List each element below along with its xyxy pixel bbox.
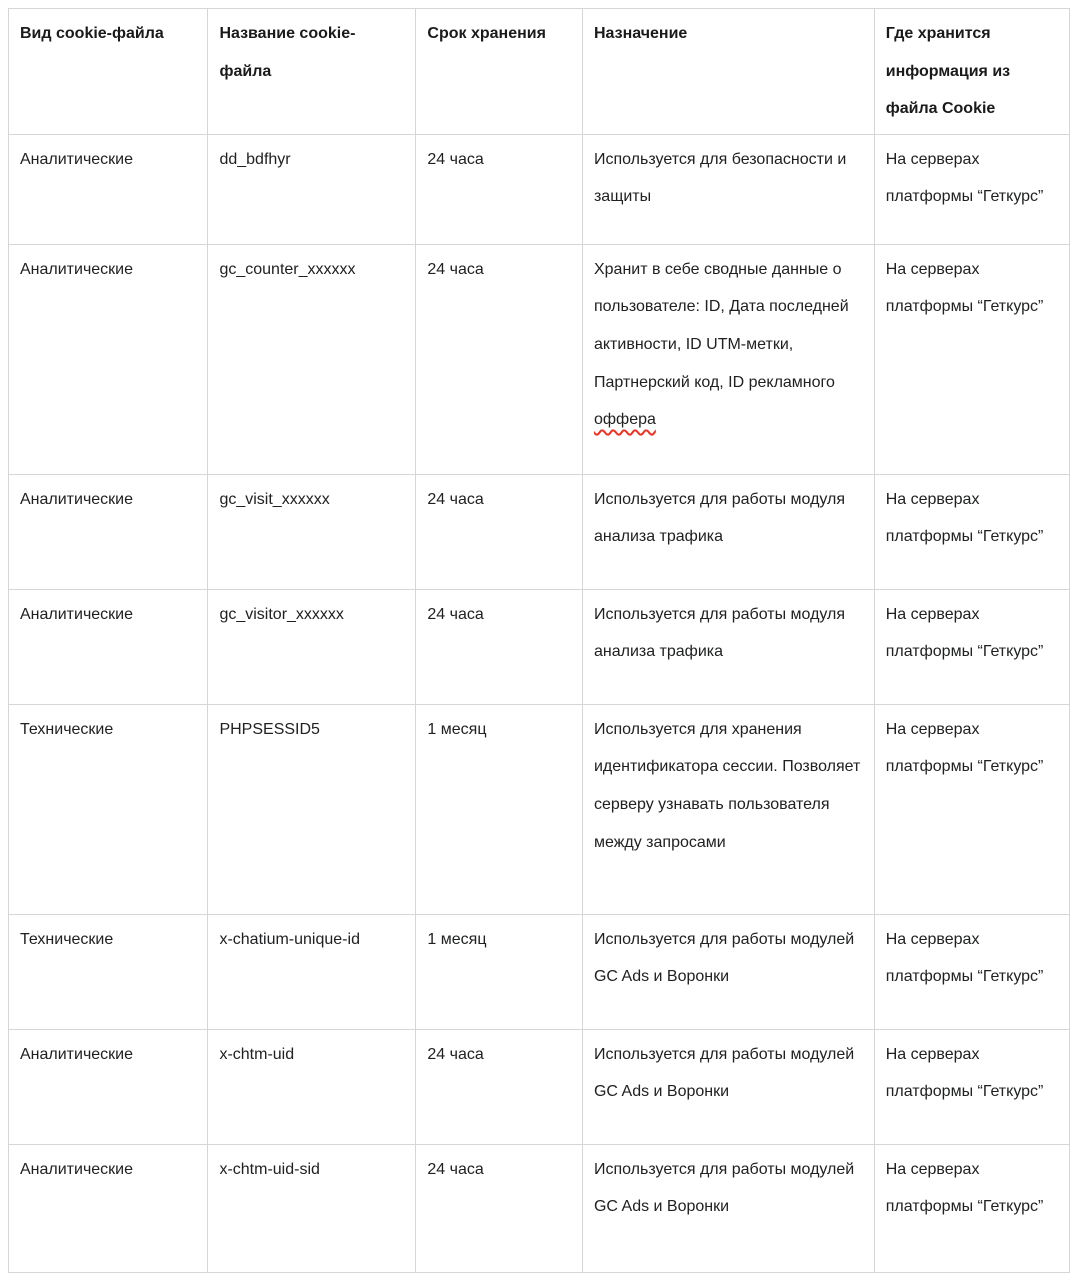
column-header-cookie-name	[208, 9, 416, 135]
purpose-value: Используется для хранения идентификатора сессии. Позволяет серверу узнавать пользователя между запросами	[593, 720, 861, 851]
cell-storage	[874, 589, 1069, 704]
cell-purpose	[582, 134, 874, 244]
cell-storage	[874, 914, 1069, 1029]
cell-cookie-type	[9, 914, 208, 1029]
cookie-type-value: Аналитические	[20, 150, 134, 168]
table-row	[9, 704, 1070, 914]
cell-purpose	[582, 914, 874, 1029]
cell-storage	[874, 1144, 1069, 1272]
cell-storage	[874, 1029, 1069, 1144]
table-row	[9, 474, 1070, 589]
column-header-duration	[416, 9, 583, 135]
cell-purpose	[582, 704, 874, 914]
cell-cookie-name	[208, 704, 416, 914]
cell-cookie-type	[9, 1144, 208, 1272]
cookie-name-value: PHPSESSID5	[219, 720, 320, 738]
cell-cookie-type	[9, 704, 208, 914]
column-header-label: Название cookie-файла	[219, 25, 356, 80]
cell-duration	[416, 704, 583, 914]
table-header-row	[9, 9, 1070, 135]
cookie-type-value: Технические	[20, 720, 114, 738]
cell-purpose	[582, 1029, 874, 1144]
cell-duration	[416, 1029, 583, 1144]
cell-storage	[874, 474, 1069, 589]
purpose-misspelled-word: оффера	[593, 411, 656, 429]
cell-duration	[416, 134, 583, 244]
cookie-type-value: Технические	[20, 930, 114, 948]
cookie-name-value: dd_bdfhyr	[219, 150, 291, 168]
cookie-name-value: gc_visit_xxxxxx	[219, 490, 330, 508]
cell-storage	[874, 704, 1069, 914]
cookie-type-value: Аналитические	[20, 260, 134, 278]
storage-value: На серверах платформы “Геткурс”	[885, 490, 1044, 546]
cookie-type-value: Аналитические	[20, 605, 134, 623]
cell-cookie-name	[208, 914, 416, 1029]
column-header-label: Вид cookie-файла	[20, 25, 164, 42]
cell-cookie-name	[208, 244, 416, 474]
storage-value: На серверах платформы “Геткурс”	[885, 720, 1044, 776]
cell-cookie-type	[9, 1029, 208, 1144]
duration-value: 24 часа	[427, 490, 484, 508]
column-header-storage	[874, 9, 1069, 135]
cell-duration	[416, 474, 583, 589]
cell-cookie-name	[208, 134, 416, 244]
column-header-label: Назначение	[593, 25, 688, 42]
cell-purpose	[582, 474, 874, 589]
cookie-name-value: gc_visitor_xxxxxx	[219, 605, 344, 623]
cell-cookie-name	[208, 589, 416, 704]
table-row	[9, 1029, 1070, 1144]
table-row	[9, 244, 1070, 474]
cell-duration	[416, 244, 583, 474]
cell-cookie-type	[9, 474, 208, 589]
duration-value: 24 часа	[427, 1045, 484, 1063]
duration-value: 24 часа	[427, 605, 484, 623]
purpose-value: Используется для работы модуля анализа трафика	[593, 490, 846, 546]
purpose-value: Используется для работы модулей GC Ads и Воронки	[593, 930, 855, 986]
duration-value: 24 часа	[427, 150, 484, 168]
purpose-value: Используется для работы модуля анализа трафика	[593, 605, 846, 661]
purpose-value: Хранит в себе сводные данные о пользователе: ID, Дата последней активности, ID UTM-метки, Партнерский код, ID рекламного	[593, 260, 849, 391]
storage-value: На серверах платформы “Геткурс”	[885, 150, 1044, 206]
cookie-type-value: Аналитические	[20, 1045, 134, 1063]
storage-value: На серверах платформы “Геткурс”	[885, 930, 1044, 986]
cell-cookie-type	[9, 589, 208, 704]
cell-cookie-type	[9, 244, 208, 474]
purpose-value: Используется для работы модулей GC Ads и Воронки	[593, 1160, 855, 1216]
cookie-name-value: gc_counter_xxxxxx	[219, 260, 356, 278]
cell-purpose	[582, 1144, 874, 1272]
storage-value: На серверах платформы “Геткурс”	[885, 260, 1044, 316]
column-header-purpose	[582, 9, 874, 135]
duration-value: 1 месяц	[427, 930, 487, 948]
cell-purpose	[582, 589, 874, 704]
cell-cookie-type	[9, 134, 208, 244]
duration-value: 24 часа	[427, 260, 484, 278]
storage-value: На серверах платформы “Геткурс”	[885, 1160, 1044, 1216]
table-row	[9, 134, 1070, 244]
cell-cookie-name	[208, 1029, 416, 1144]
cookie-type-value: Аналитические	[20, 1160, 134, 1178]
column-header-label: Срок хранения	[427, 25, 546, 42]
cookies-table	[8, 8, 1070, 1273]
cell-storage	[874, 134, 1069, 244]
table-row	[9, 914, 1070, 1029]
column-header-label: Где хранится информация из файла Cookie	[885, 25, 1011, 118]
cookie-name-value: x-chatium-unique-id	[219, 930, 360, 948]
cookie-name-value: x-chtm-uid-sid	[219, 1160, 320, 1178]
cell-cookie-name	[208, 1144, 416, 1272]
cell-duration	[416, 589, 583, 704]
cookie-type-value: Аналитические	[20, 490, 134, 508]
cell-duration	[416, 914, 583, 1029]
cookie-name-value: x-chtm-uid	[219, 1045, 295, 1063]
duration-value: 1 месяц	[427, 720, 487, 738]
table-row	[9, 589, 1070, 704]
table-row	[9, 1144, 1070, 1272]
column-header-cookie-type	[9, 9, 208, 135]
purpose-value: Используется для работы модулей GC Ads и Воронки	[593, 1045, 855, 1101]
cell-duration	[416, 1144, 583, 1272]
duration-value: 24 часа	[427, 1160, 484, 1178]
purpose-value: Используется для безопасности и защиты	[593, 150, 847, 206]
cell-storage	[874, 244, 1069, 474]
cell-purpose	[582, 244, 874, 474]
storage-value: На серверах платформы “Геткурс”	[885, 605, 1044, 661]
storage-value: На серверах платформы “Геткурс”	[885, 1045, 1044, 1101]
cell-cookie-name	[208, 474, 416, 589]
